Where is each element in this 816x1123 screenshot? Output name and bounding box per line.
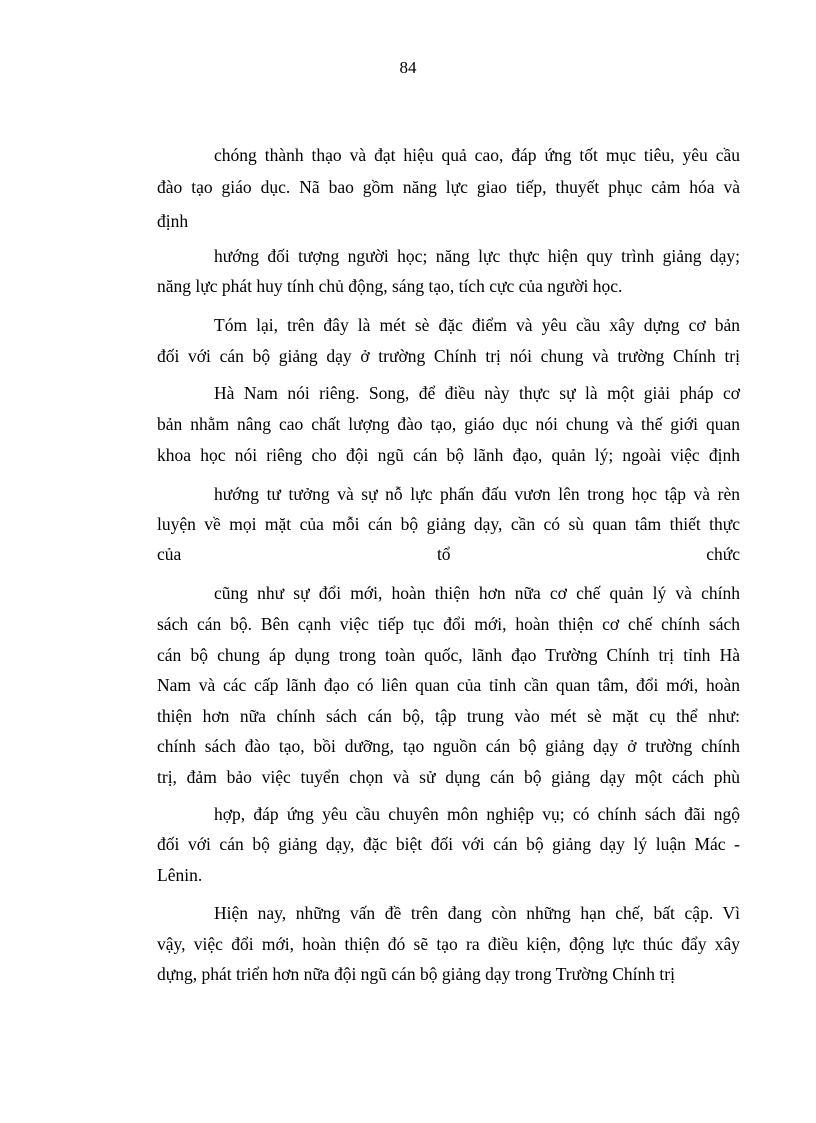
text-line: bản nhằm nâng cao chất lượng đào tạo, giáo dục nói chung và thế giới quan xyxy=(157,414,740,434)
text-line: năng lực phát huy tính chủ động, sáng tạo, tích cực của người học. xyxy=(157,276,623,296)
text-line: Hà Nam nói riêng. Song, để điều này thực sự là một giải pháp cơ xyxy=(214,383,740,403)
text-line: Hiện nay, những vấn đề trên đang còn những hạn chế, bất cập. Vì xyxy=(214,903,740,923)
text-line: hướng đối tượng người học; năng lực thực hiện quy trình giảng dạy; xyxy=(214,246,740,266)
text-line: hướng tư tưởng và sự nỗ lực phấn đấu vươn lên trong học tập và rèn xyxy=(214,484,740,504)
text-line: vậy, việc đổi mới, hoàn thiện đó sẽ tạo ra điều kiện, động lực thúc đẩy xây xyxy=(157,934,740,954)
text-line: hợp, đáp ứng yêu cầu chuyên môn nghiệp vụ; có chính sách đãi ngộ xyxy=(214,804,740,824)
text-line: dựng, phát triển hơn nữa đội ngũ cán bộ giảng dạy trong Trường Chính trị xyxy=(157,964,675,984)
text-line: định xyxy=(157,211,189,231)
text-line: thiện hơn nữa chính sách cán bộ, tập trung vào mét sè mặt cụ thể như: xyxy=(157,706,740,726)
text-line: của tổ chức xyxy=(157,544,740,564)
text-line: chính sách đào tạo, bồi dưỡng, tạo nguồn cán bộ giảng dạy ở trường chính xyxy=(157,736,740,756)
text-line: đào tạo giáo dục. Nã bao gồm năng lực giao tiếp, thuyết phục cảm hóa và xyxy=(157,177,740,197)
page-number: 84 xyxy=(399,58,417,77)
text-line: Tóm lại, trên đây là mét sè đặc điểm và yêu cầu xây dựng cơ bản xyxy=(214,315,740,335)
text-line: Lênin. xyxy=(157,865,203,885)
text-line: cán bộ chung áp dụng trong toàn quốc, lãnh đạo Trường Chính trị tỉnh Hà xyxy=(157,645,740,665)
text-line: cũng như sự đổi mới, hoàn thiện hơn nữa cơ chế quản lý và chính xyxy=(214,583,740,603)
text-line: đối với cán bộ giảng dạy ở trường Chính trị nói chung và trường Chính trị xyxy=(157,346,740,366)
text-line: chóng thành thạo và đạt hiệu quả cao, đáp ứng tốt mục tiêu, yêu cầu xyxy=(214,145,740,165)
text-line: Nam và các cấp lãnh đạo có liên quan của tỉnh cần quan tâm, đổi mới, hoàn xyxy=(157,675,740,695)
text-line: sách cán bộ. Bên cạnh việc tiếp tục đổi mới, hoàn thiện cơ chế chính sách xyxy=(157,614,740,634)
text-line: đối với cán bộ giảng dạy, đặc biệt đối với cán bộ giảng dạy lý luận Mác - xyxy=(157,834,740,854)
text-line: trị, đảm bảo việc tuyển chọn và sử dụng cán bộ giảng dạy một cách phù xyxy=(157,767,740,787)
text-line: luyện về mọi mặt của mỗi cán bộ giảng dạy, cần có sù quan tâm thiết thực xyxy=(157,514,740,534)
text-line: khoa học nói riêng cho đội ngũ cán bộ lãnh đạo, quản lý; ngoài việc định xyxy=(157,445,740,465)
